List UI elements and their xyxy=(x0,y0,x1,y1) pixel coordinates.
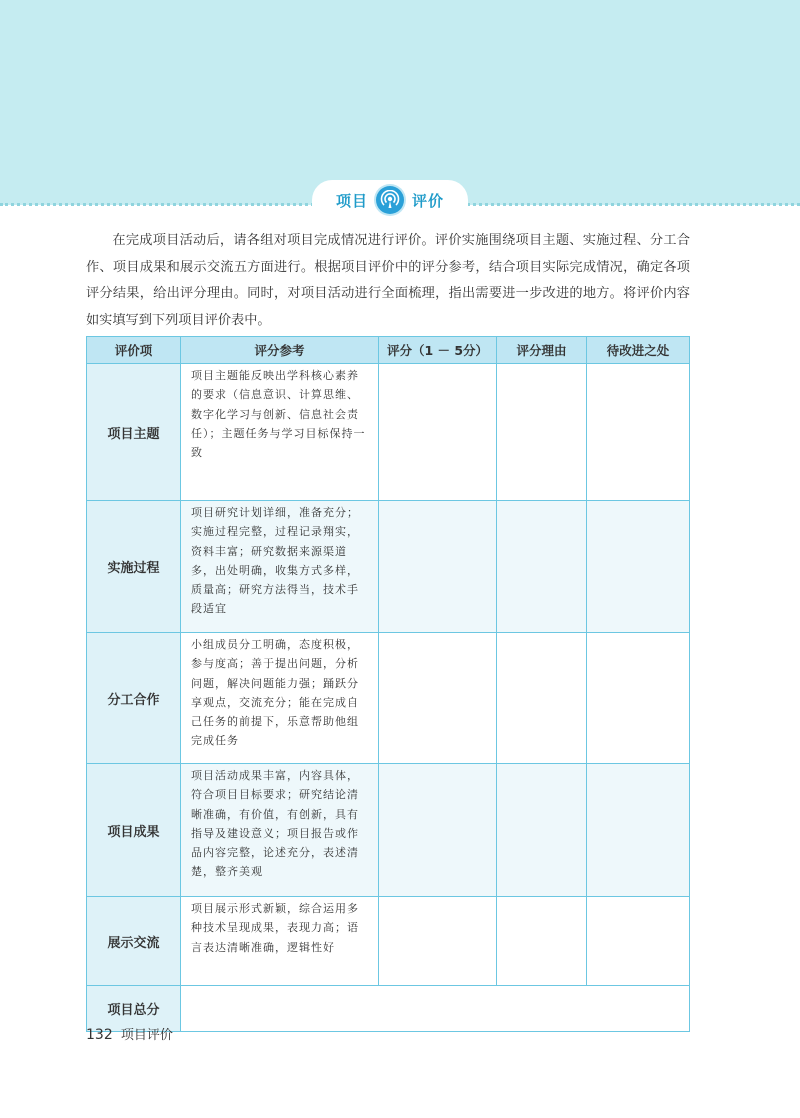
header-score: 评分（1 － 5分） xyxy=(379,337,497,364)
row-item-label: 实施过程 xyxy=(87,501,181,633)
row-criteria: 项目活动成果丰富，内容具体，符合项目目标要求；研究结论清晰准确，有价值，有创新，具有指导及建设意义；项目报告或作品内容完整，论述充分，表述清楚，整齐美观 xyxy=(181,764,379,897)
total-row xyxy=(87,986,690,1032)
score-cell[interactable] xyxy=(379,897,497,986)
evaluation-table xyxy=(86,336,690,1032)
table-header-row xyxy=(87,337,690,364)
row-item-label: 项目主题 xyxy=(87,364,181,501)
section-title-right: 评价 xyxy=(412,191,445,210)
score-cell[interactable] xyxy=(379,633,497,764)
page-footer xyxy=(86,1024,173,1043)
reason-cell[interactable] xyxy=(497,501,587,633)
row-item-label: 展示交流 xyxy=(87,897,181,986)
table-row xyxy=(87,897,690,986)
section-title-tab xyxy=(312,180,468,220)
improvement-cell[interactable] xyxy=(587,897,690,986)
improvement-cell[interactable] xyxy=(587,364,690,501)
improvement-cell[interactable] xyxy=(587,633,690,764)
table-row xyxy=(87,364,690,501)
table-row xyxy=(87,501,690,633)
reason-cell[interactable] xyxy=(497,364,587,501)
broadcast-icon xyxy=(376,186,404,214)
header-item: 评价项 xyxy=(87,337,181,364)
row-criteria: 小组成员分工明确，态度积极，参与度高；善于提出问题，分析问题，解决问题能力强；踊跃分享观点，交流充分；能在完成自己任务的前提下，乐意帮助他组完成任务 xyxy=(181,633,379,764)
table-row xyxy=(87,764,690,897)
reason-cell[interactable] xyxy=(497,764,587,897)
total-label: 项目总分 xyxy=(87,986,181,1032)
header-criteria: 评分参考 xyxy=(181,337,379,364)
reason-cell[interactable] xyxy=(497,633,587,764)
improvement-cell[interactable] xyxy=(587,764,690,897)
row-criteria: 项目展示形式新颖，综合运用多种技术呈现成果，表现力高；语言表达清晰准确，逻辑性好 xyxy=(181,897,379,986)
total-score-cell[interactable] xyxy=(181,986,690,1032)
section-title-left: 项目 xyxy=(335,191,368,210)
score-cell[interactable] xyxy=(379,364,497,501)
header-reason: 评分理由 xyxy=(497,337,587,364)
page-number: 132 xyxy=(86,1027,113,1043)
reason-cell[interactable] xyxy=(497,897,587,986)
improvement-cell[interactable] xyxy=(587,501,690,633)
header-improvement: 待改进之处 xyxy=(587,337,690,364)
intro-paragraph: 在完成项目活动后，请各组对项目完成情况进行评价。评价实施围绕项目主题、实施过程、分工合作、项目成果和展示交流五方面进行。根据项目评价中的评分参考，结合项目实际完成情况，确定各项评分结果，给出评分理由。同时，对项目活动进行全面梳理，指出需要进一步改进的地方。将评价内容如实填写到下列项目评价表中。 xyxy=(86,233,690,328)
row-criteria: 项目主题能反映出学科核心素养的要求（信息意识、计算思维、数字化学习与创新、信息社会责任）；主题任务与学习目标保持一致 xyxy=(181,364,379,501)
table-row xyxy=(87,633,690,764)
score-cell[interactable] xyxy=(379,764,497,897)
score-cell[interactable] xyxy=(379,501,497,633)
header-band xyxy=(0,0,800,205)
row-item-label: 项目成果 xyxy=(87,764,181,897)
row-item-label: 分工合作 xyxy=(87,633,181,764)
footer-section: 项目评价 xyxy=(120,1028,173,1043)
row-criteria: 项目研究计划详细，准备充分；实施过程完整，过程记录翔实，资料丰富；研究数据来源渠道多，出处明确，收集方式多样，质量高；研究方法得当，技术手段适宜 xyxy=(181,501,379,633)
